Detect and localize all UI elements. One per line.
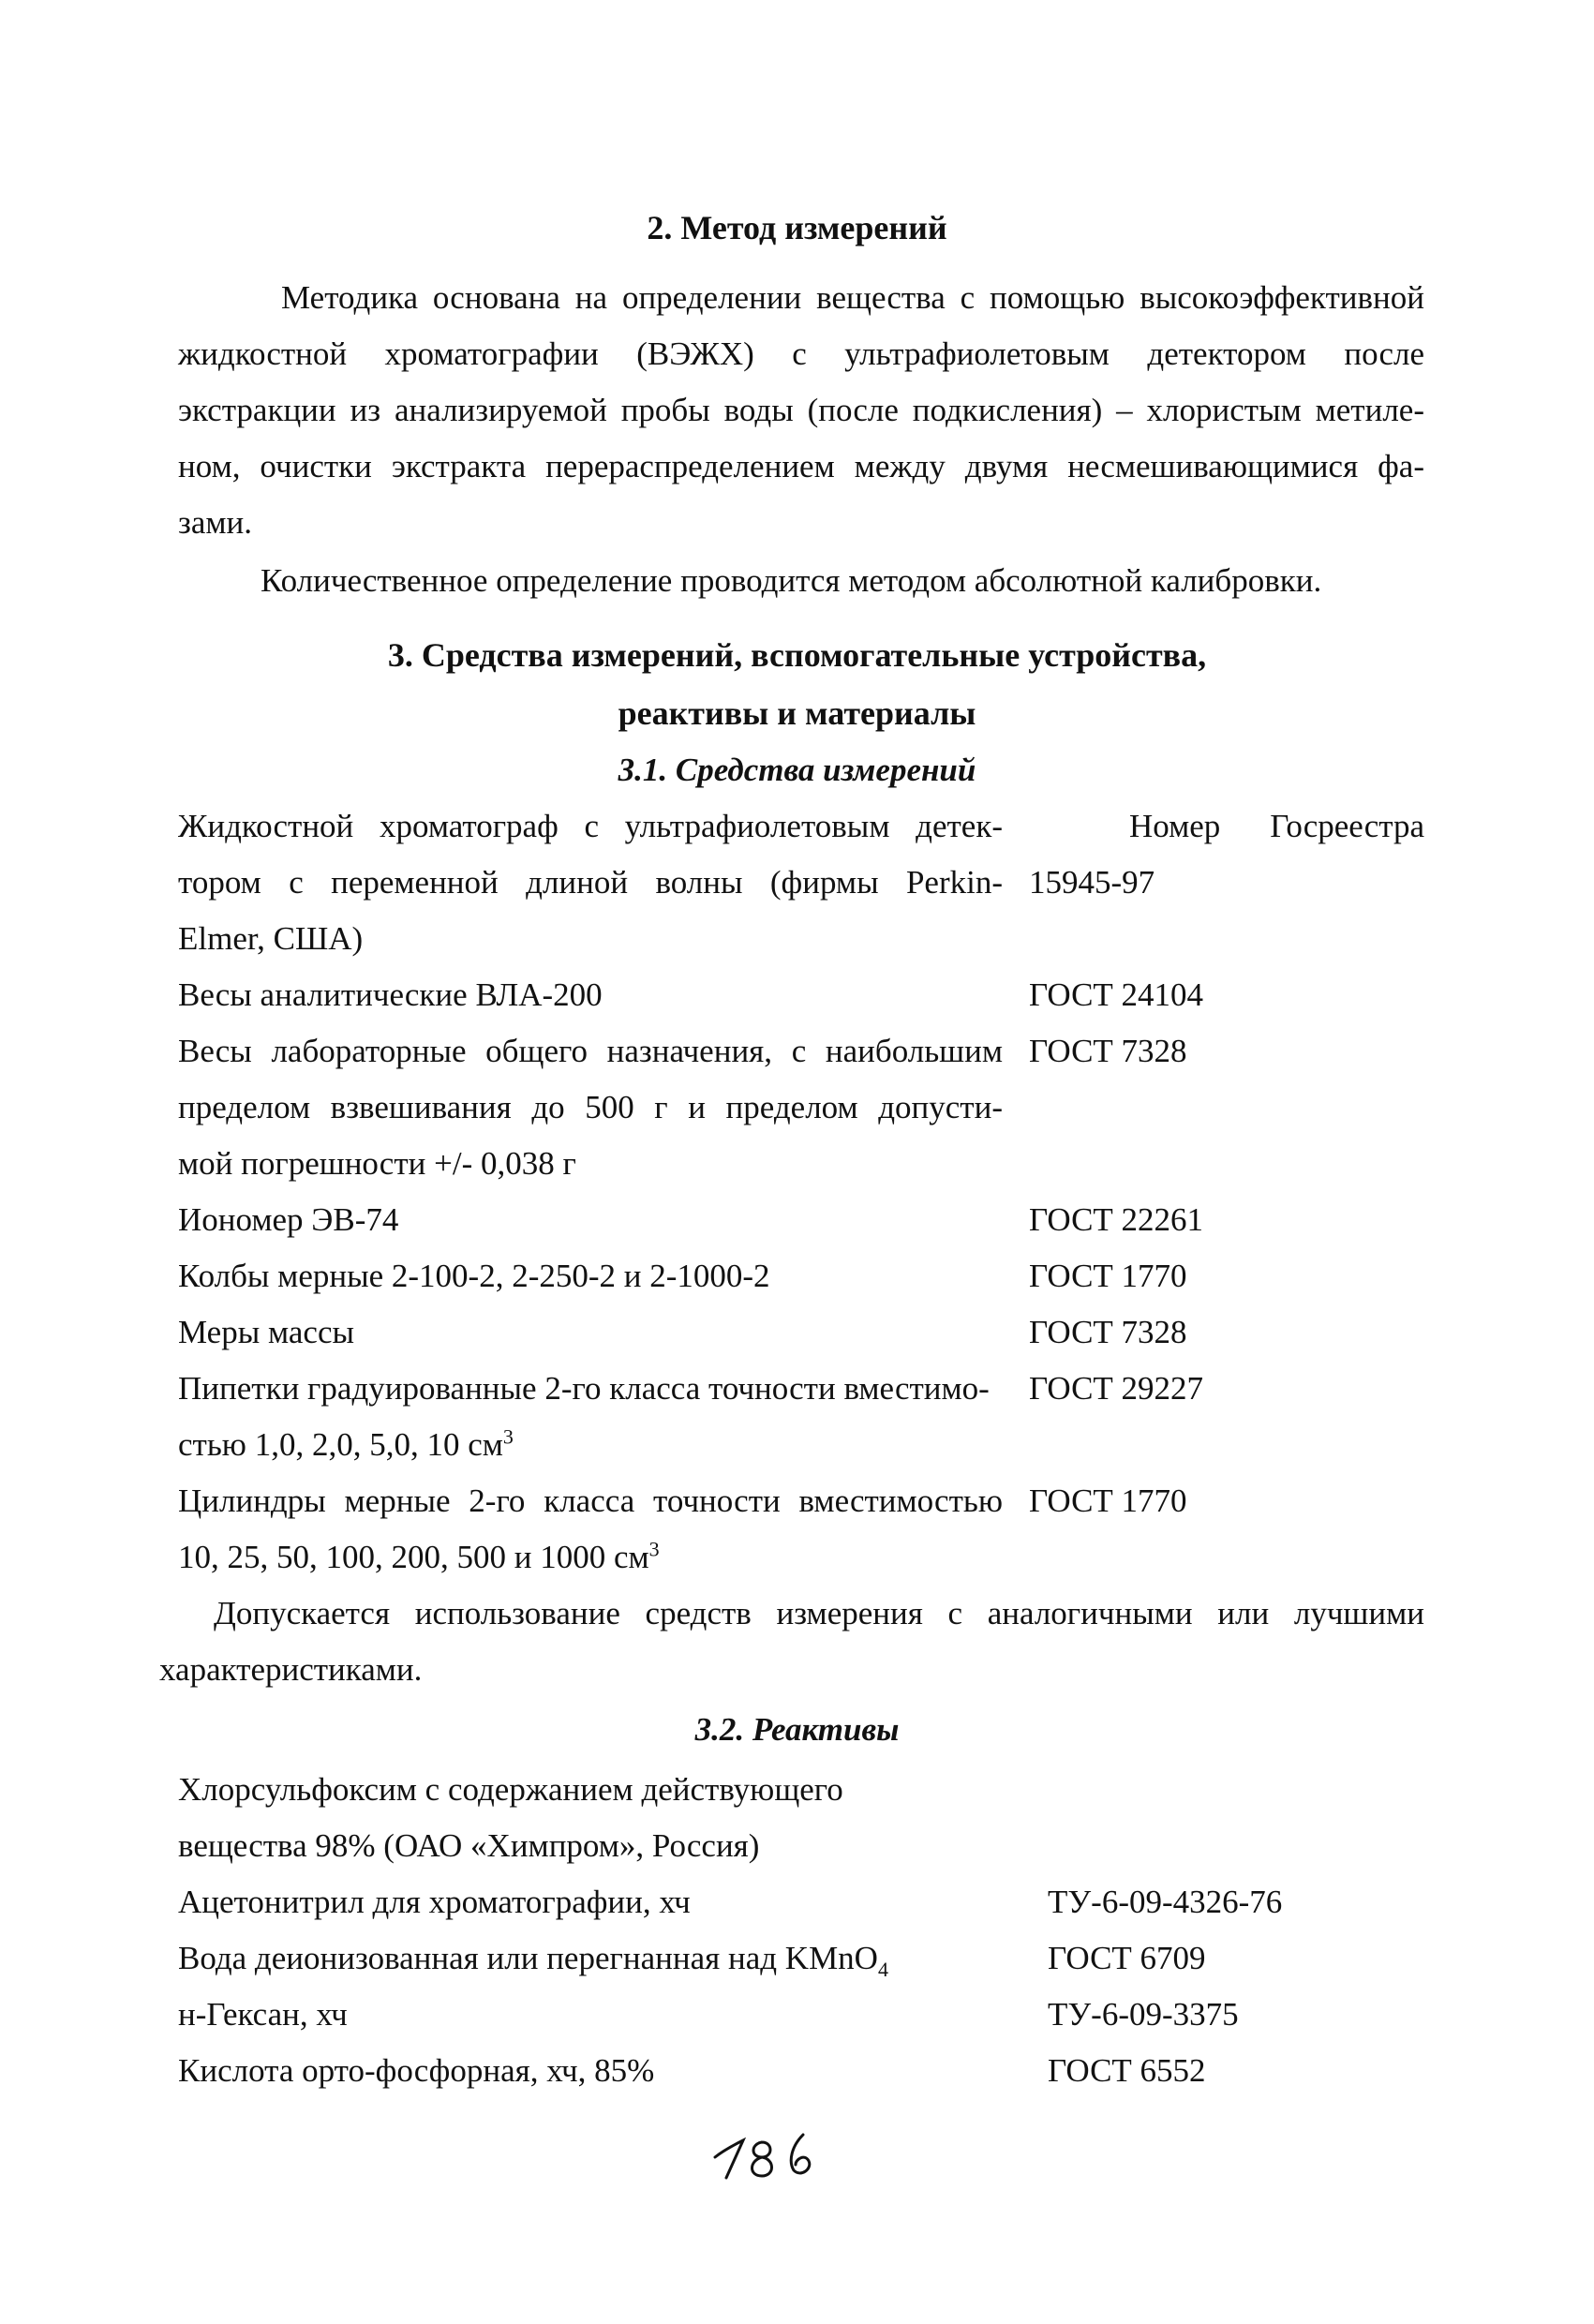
item-line: Колбы мерные 2-100-2, 2-250-2 и 2-1000-2 xyxy=(178,1258,770,1294)
item-standard: ГОСТ 24104 xyxy=(1029,976,1204,1013)
pipettes-line-2 xyxy=(178,1426,514,1464)
item-standard: ГОСТ 7328 xyxy=(1029,1033,1187,1069)
registry-label: Номер Госреестра xyxy=(1129,808,1424,844)
chromatograph-line-2: тором с переменной длиной волны (фирмы Perkin- xyxy=(178,864,1003,901)
reagent-water xyxy=(178,1940,888,1981)
section-3-heading-line-1: 3. Средства измерений, вспомогательные устройства, xyxy=(387,636,1207,674)
section-3-heading-line-2: реактивы и материалы xyxy=(618,694,976,732)
method-para-line-1: Методика основана на определении вещества с помощью высокоэффективной xyxy=(281,279,1424,316)
item-line: Весы аналитические ВЛА-200 xyxy=(178,976,603,1013)
reagent-chlorsulfoxim-line-1: Хлорсульфоксим с содержанием действующего xyxy=(178,1771,843,1808)
note-line-2: характеристиками. xyxy=(159,1651,423,1688)
item-line: Меры массы xyxy=(178,1314,354,1350)
cylinders-line-2 xyxy=(178,1539,660,1576)
reagent-acetonitrile-standard: ТУ-6-09-4326-76 xyxy=(1048,1884,1283,1920)
reagent-water-standard: ГОСТ 6709 xyxy=(1048,1940,1206,1976)
handwritten-page-number xyxy=(698,2125,848,2191)
item-line: Иономер ЭВ-74 xyxy=(178,1201,399,1238)
reagent-acetonitrile: Ацетонитрил для хроматографии, хч xyxy=(178,1884,691,1920)
registry-number: 15945-97 xyxy=(1029,864,1155,901)
item-standard: ГОСТ 7328 xyxy=(1029,1314,1187,1350)
pipettes-volumes: стью 1,0, 2,0, 5,0, 10 см xyxy=(178,1426,503,1463)
item-line: Весы лабораторные общего назначения, с наибольшим xyxy=(178,1033,1003,1069)
method-para-line-2: жидкостной хроматографии (ВЭЖХ) с ультрафиолетовым детектором после xyxy=(178,335,1424,372)
method-para-line-4: ном, очистки экстракта перераспределением между двумя несмешивающимися фа- xyxy=(178,448,1424,484)
item-standard: ГОСТ 1770 xyxy=(1029,1258,1187,1294)
reagent-chlorsulfoxim-line-2: вещества 98% (ОАО «Химпром», Россия) xyxy=(178,1827,760,1864)
reagent-water-text: Вода деионизованная или перегнанная над KMnO xyxy=(178,1940,878,1976)
cylinders-line-1: Цилиндры мерные 2-го класса точности вместимостью xyxy=(178,1482,1003,1519)
chromatograph-line-1: Жидкостной хроматограф с ультрафиолетовым детек- xyxy=(178,808,1003,844)
subscript-4: 4 xyxy=(877,1958,888,1981)
calibration-paragraph: Количественное определение проводится методом абсолютной калибровки. xyxy=(261,562,1322,599)
pipettes-line-1: Пипетки градуированные 2-го класса точности вместимо- xyxy=(178,1370,990,1407)
reagent-phosphoric-acid-standard: ГОСТ 6552 xyxy=(1048,2052,1206,2089)
item-line: мой погрешности +/- 0,038 г xyxy=(178,1145,576,1182)
method-para-line-5: зами. xyxy=(178,504,252,541)
chromatograph-line-3: Elmer, США) xyxy=(178,920,364,957)
reagent-hexane-standard: ТУ-6-09-3375 xyxy=(1048,1996,1239,2033)
pipettes-standard: ГОСТ 29227 xyxy=(1029,1370,1204,1407)
superscript-3: 3 xyxy=(502,1424,514,1449)
item-line: пределом взвешивания до 500 г и пределом допусти- xyxy=(178,1089,1003,1125)
item-standard: ГОСТ 22261 xyxy=(1029,1201,1204,1238)
reagent-hexane: н-Гексан, хч xyxy=(178,1996,348,2033)
superscript-3: 3 xyxy=(648,1537,660,1561)
subsection-3-2-heading: 3.2. Реактивы xyxy=(694,1711,900,1748)
reagent-phosphoric-acid: Кислота орто-фосфорная, хч, 85% xyxy=(178,2052,655,2089)
cylinders-standard: ГОСТ 1770 xyxy=(1029,1482,1187,1519)
note-line-1: Допускается использование средств измерения с аналогичными или лучшими xyxy=(214,1595,1424,1631)
subsection-3-1-heading: 3.1. Средства измерений xyxy=(618,752,976,788)
method-para-line-3: экстракции из анализируемой пробы воды (после подкисления) – хлористым метиле- xyxy=(178,392,1424,428)
section-2-heading: 2. Метод измерений xyxy=(647,209,947,246)
cylinders-volumes: 10, 25, 50, 100, 200, 500 и 1000 см xyxy=(178,1539,649,1575)
